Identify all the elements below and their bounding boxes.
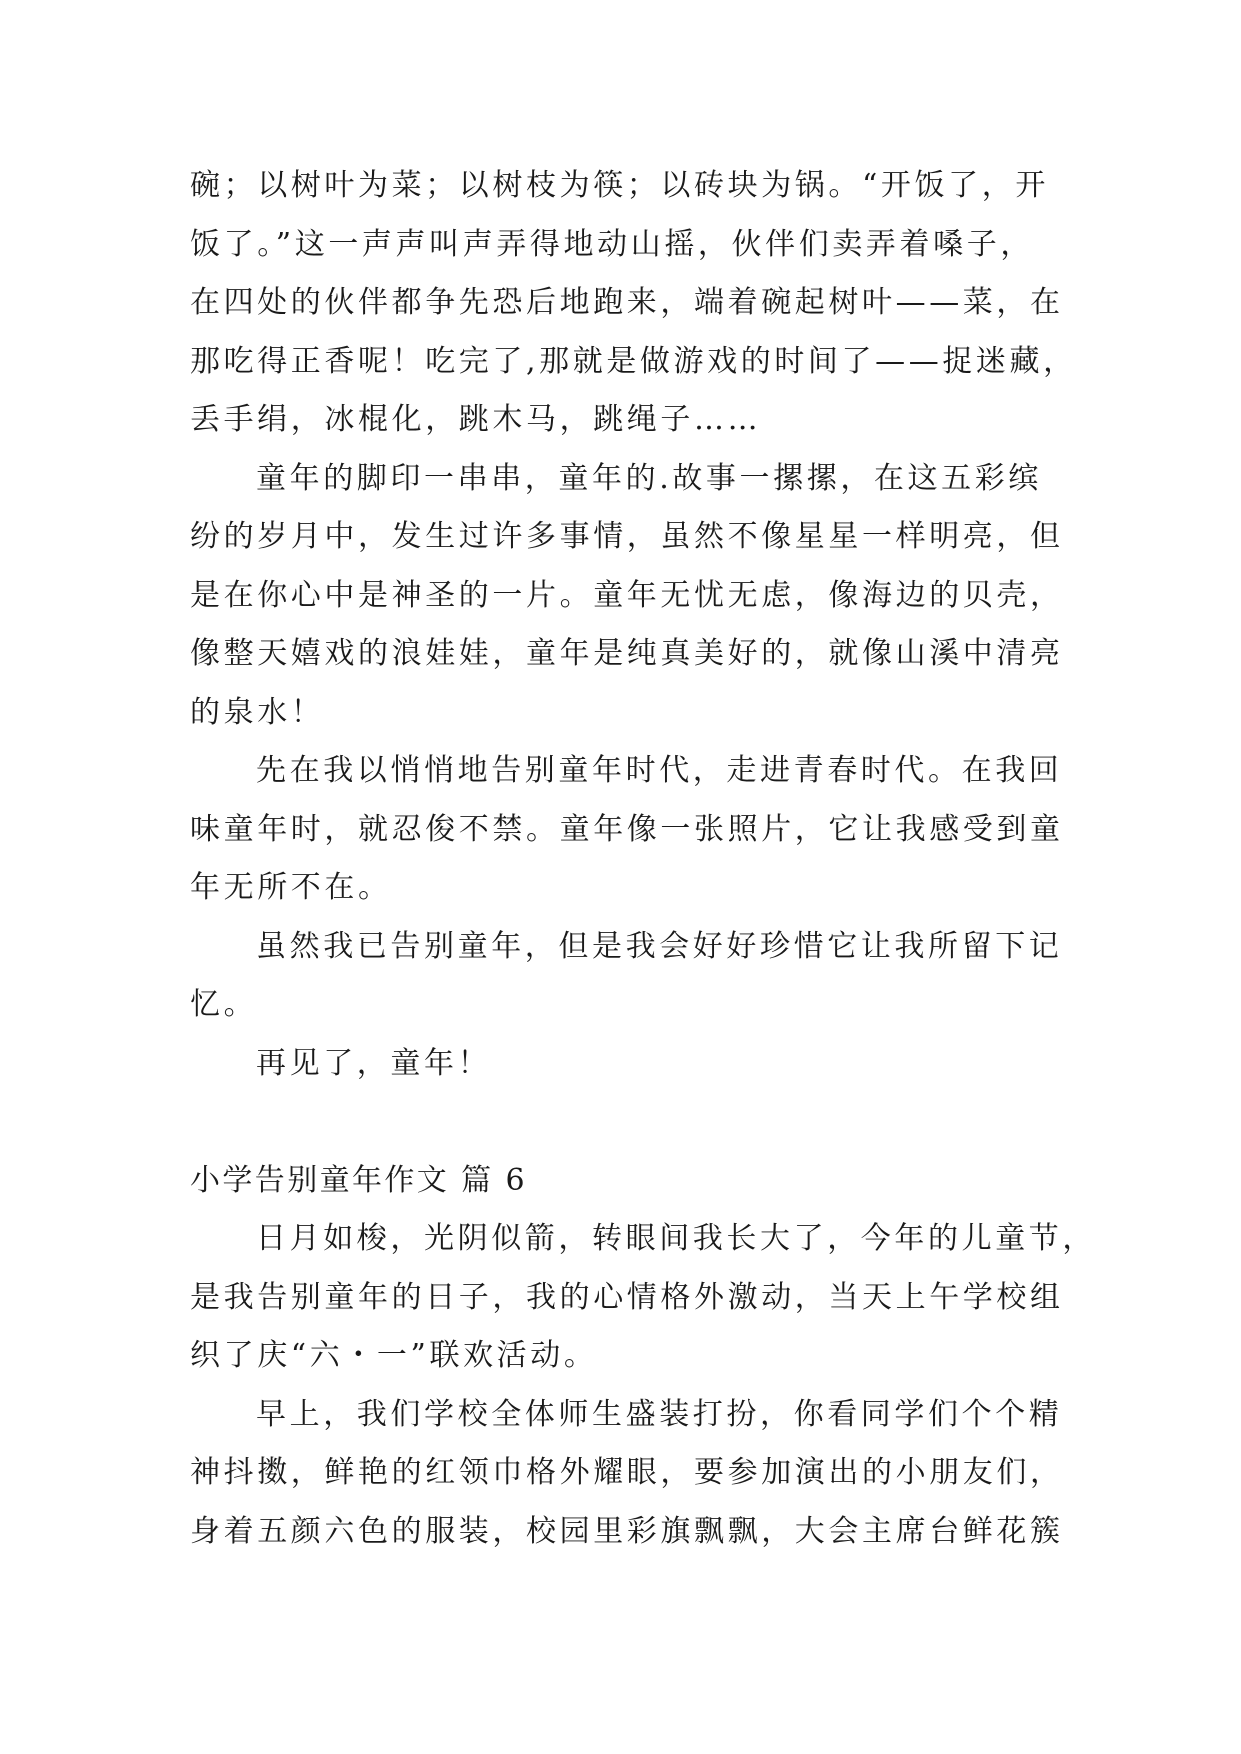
text-line: 忆。 xyxy=(190,987,258,1022)
text-line: 虽然我已告别童年，但是我会好好珍惜它让我所留下记 xyxy=(256,928,1063,964)
text-line: 年无所不在。 xyxy=(190,870,392,905)
text-line: 在四处的伙伴都争先恐后地跑来，端着碗起树叶——菜，在 xyxy=(190,285,1064,320)
text-line: 是在你心中是神圣的一片。童年无忧无虑，像海边的贝壳， xyxy=(190,577,1064,613)
text-line: 织了庆“六・一”联欢活动。 xyxy=(190,1338,598,1373)
text-line: 碗；以树叶为菜；以树枝为筷；以砖块为锅。“开饭了，开 xyxy=(190,168,1049,203)
text-line: 身着五颜六色的服装，校园里彩旗飘飘，大会主席台鲜花簇 xyxy=(190,1513,1064,1549)
section-title: 小学告别童年作文 篇 6 xyxy=(190,1162,527,1198)
text-line: 先在我以悄悄地告别童年时代，走进青春时代。在我回 xyxy=(256,753,1063,788)
text-line: 日月如梭，光阴似箭，转眼间我长大了，今年的儿童节， xyxy=(256,1221,1096,1256)
text-line: 再见了，童年！ xyxy=(256,1045,492,1081)
text-line: 那吃得正香呢！吃完了,那就是做游戏的时间了——捉迷藏， xyxy=(190,343,1077,379)
section-gap xyxy=(190,1093,1060,1152)
text-line: 味童年时，就忍俊不禁。童年像一张照片，它让我感受到童 xyxy=(190,811,1064,847)
text-line: 童年的脚印一串串，童年的.故事一摞摞，在这五彩缤 xyxy=(256,460,1042,496)
text-line: 早上，我们学校全体师生盛装打扮，你看同学们个个精 xyxy=(256,1396,1063,1432)
text-line: 是我告别童年的日子，我的心情格外激动，当天上午学校组 xyxy=(190,1279,1064,1315)
document-page xyxy=(190,157,1096,1561)
text-line: 像整天嬉戏的浪娃娃，童年是纯真美好的，就像山溪中清亮 xyxy=(190,636,1064,671)
text-line: 神抖擞，鲜艳的红领巾格外耀眼，要参加演出的小朋友们， xyxy=(190,1455,1064,1490)
text-line: 纷的岁月中，发生过许多事情，虽然不像星星一样明亮，但 xyxy=(190,519,1064,554)
text-line: 的泉水！ xyxy=(190,694,325,730)
text-line: 丢手绢，冰棍化，跳木马，跳绳子…… xyxy=(190,402,762,437)
text-line: 饭了。”这一声声叫声弄得地动山摇，伙伴们卖弄着嗓子， xyxy=(190,226,1034,262)
